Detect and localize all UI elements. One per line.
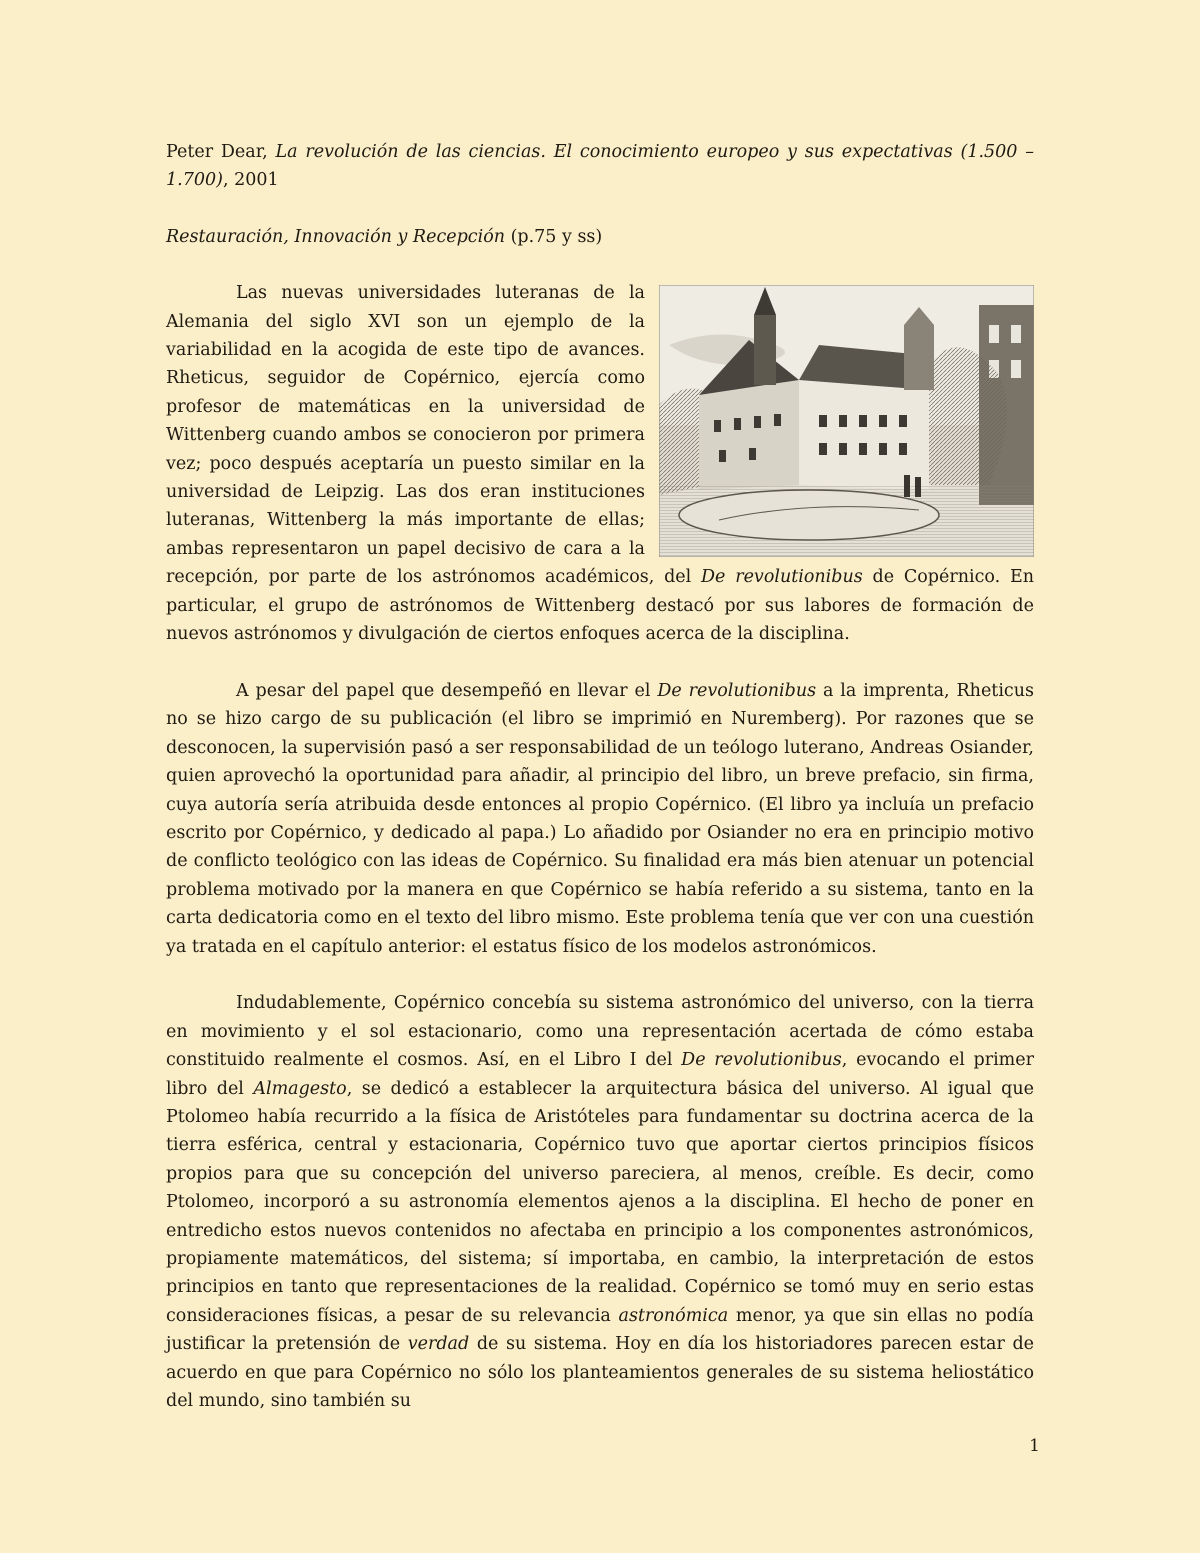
paragraph-3-text-b: , evocando el primer libro del <box>166 1050 1034 1099</box>
paragraph-2-text-b: a la imprenta, Rheticus no se hizo cargo de su publicación (el libro se imprimió en Nuremberg). Por razones que se desconocen, la supervisión pasó a ser responsabilidad de un teólogo luterano, Andreas Osiander, quien aprovechó la oportunidad para añadir, al principio del libro, un breve prefacio, sin firma, cuya autoría sería atribuida desde entonces al propio Copérnico. (El libro ya incluía un prefacio escrito por Copérnico, y dedicado al papa.) Lo añadido por Osiander no era en principio motivo de conflicto teológico con las ideas de Copérnico. Su finalidad era más bien atenuar un potencial problema motivado por la manera en que Copérnico se había referido a su sistema, tanto en la carta dedicatoria como en el texto del libro mismo. Este problema tenía que ver con una cuestión ya tratada en el capítulo anterior: el estatus físico de los modelos astronómicos. <box>166 680 1034 957</box>
section-heading <box>166 223 1034 251</box>
paragraph-3-text-c: , se dedicó a establecer la arquitectura básica del universo. Al igual que Ptolomeo había recurrido a la física de Aristóteles para fundamentar su doctrina acerca de la tierra esférica, central y estacionaria, Copérnico tuvo que aportar ciertos principios físicos propios para que su concepción del universo pareciera, al menos, creíble. Es decir, como Ptolomeo, incorporó a su astronomía elementos ajenos a la disciplina. El hecho de poner en entredicho estos nuevos contenidos no afectaba en principio a los componentes astronómicos, propiamente matemáticos, del sistema; sí importaba, en cambio, la interpretación de estos principios en tanto que representaciones de la realidad. Copérnico se tomó muy en serio estas consideraciones físicas, a pesar de su relevancia <box>166 1078 1034 1326</box>
section-pages: (p.75 y ss) <box>505 226 603 247</box>
paragraph-3-book-title: De revolutionibus <box>681 1050 842 1071</box>
paragraph-3-text-e: de su sistema. Hoy en día los historiadores parecen estar de acuerdo en que para Copérnico no sólo los planteamientos generales de su sistema heliostático del mundo, sino también su <box>166 1334 1035 1412</box>
section-title: Restauración, Innovación y Recepción <box>166 226 506 247</box>
citation-year: , 2001 <box>222 170 279 191</box>
paragraph-2 <box>166 677 1034 961</box>
engraving-illustration <box>659 285 1034 557</box>
paragraph-2-book-title: De revolutionibus <box>657 680 817 701</box>
paragraph-1-text-b: de Copérnico. En particular, el grupo de astrónomos de Wittenberg destacó por sus labores de formación de nuevos astrónomos y divulgación de ciertos enfoques acerca de la disciplina. <box>166 567 1034 645</box>
paragraph-3-text-d: menor, ya que sin ellas no podía justificar la pretensión de <box>166 1305 1034 1355</box>
paragraph-1-book-title: De revolutionibus <box>701 567 863 588</box>
paragraph-3-almagest: Almagesto <box>253 1078 347 1099</box>
university-building-engraving <box>659 285 1034 557</box>
citation-author: Peter Dear, <box>166 142 276 162</box>
paragraph-3-text-a: Indudablemente, Copérnico concebía su sistema astronómico del universo, con la tierra en movimiento y el sol estacionario, como una representación acertada de cómo estaba constituido realmente el cosmos. Así, en el Libro I del <box>166 993 1034 1071</box>
paragraph-2-text-a: A pesar del papel que desempeñó en llevar el <box>236 680 658 701</box>
paragraph-1-text-a: Las nuevas universidades luteranas de la Alemania del siglo XVI son un ejemplo de la variabilidad en la acogida de este tipo de avances. Rheticus, seguidor de Copérnico, ejercía como profesor de matemáticas en la universidad de Wittenberg cuando ambos se conocieron por primera vez; poco después aceptaría un puesto similar en la universidad de Leipzig. Las dos eran instituciones luteranas, Wittenberg la más importante de ellas; ambas representaron un papel decisivo de cara a la recepción, por parte de los astrónomos académicos, del <box>166 283 702 588</box>
paragraph-3 <box>166 989 1034 1415</box>
citation-title: La revolución de las ciencias. El conocimiento europeo y sus expectativas (1.500 – 1.700) <box>166 142 1034 191</box>
paragraph-3-emphasis-verdad: verdad <box>407 1334 470 1355</box>
paragraph-3-emphasis-astronomica: astronómica <box>618 1305 729 1326</box>
document-page <box>166 138 1034 1415</box>
citation <box>166 138 1034 195</box>
page-number: 1 <box>1029 1436 1040 1456</box>
